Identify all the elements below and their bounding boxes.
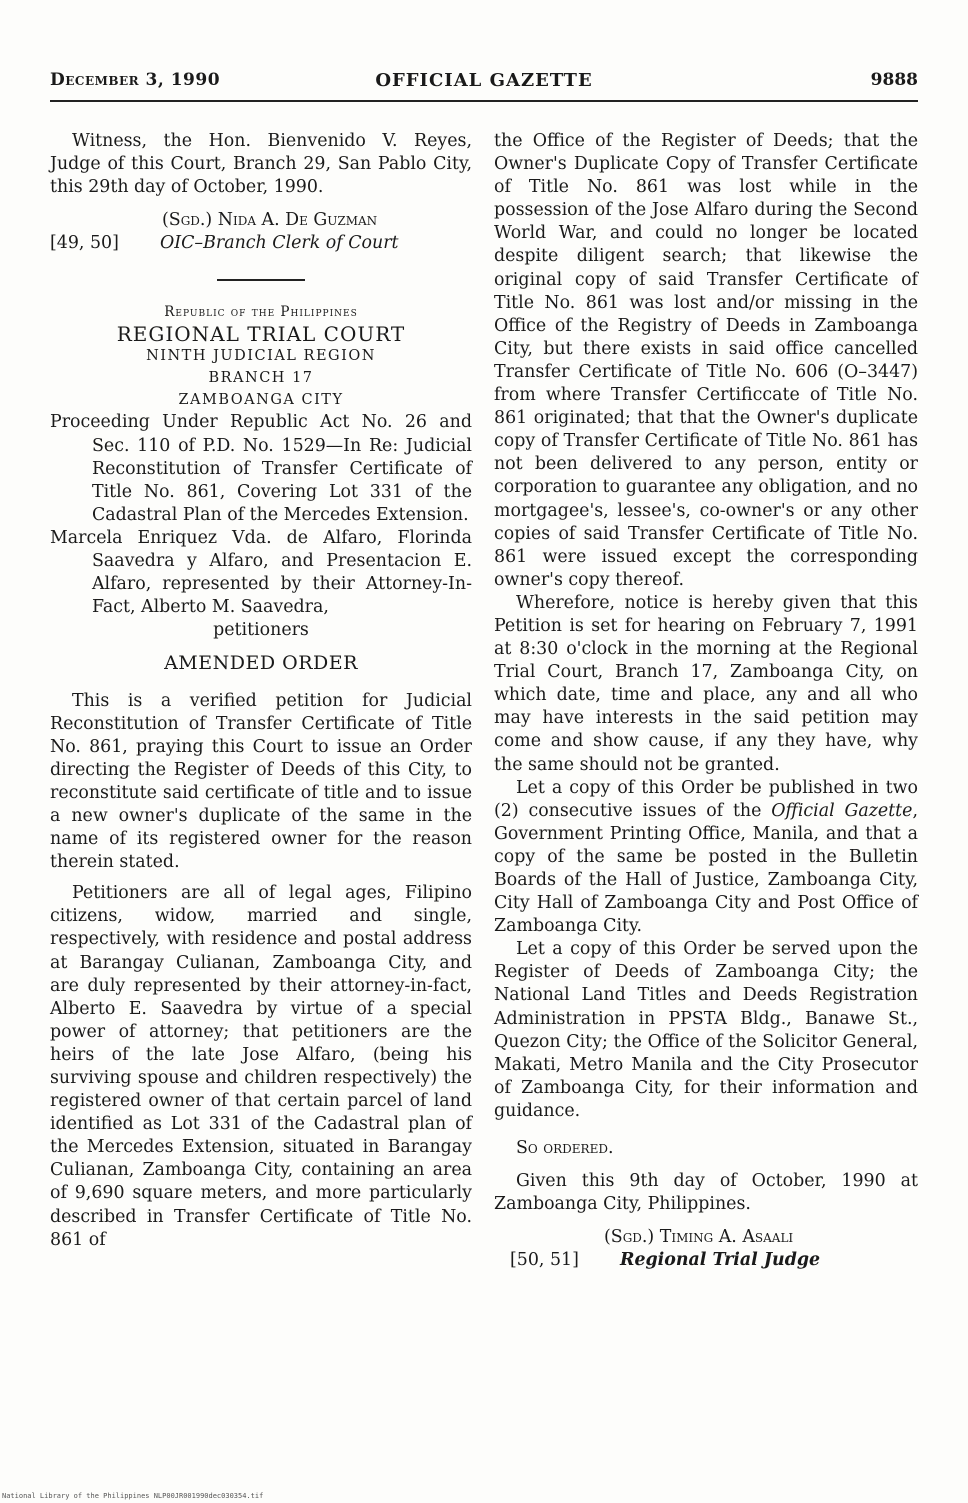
scan-footer: National Library of the Philippines NLP00JR001990dec030354.tif bbox=[2, 1492, 264, 1500]
republic-line: Republic of the Philippines bbox=[164, 304, 358, 321]
clerk-name: (Sgd.) Nida A. De Guzman bbox=[162, 210, 378, 231]
gazette-name: Official Gazette bbox=[771, 800, 913, 821]
judge-reference: [50, 51] bbox=[510, 1250, 579, 1271]
publication-paragraph bbox=[494, 777, 918, 939]
court-caption bbox=[50, 301, 472, 411]
city-line: ZAMBOANGA CITY bbox=[178, 392, 344, 409]
right-column bbox=[494, 130, 918, 1273]
notice-paragraph: Wherefore, notice is hereby given that this Petition is set for hearing on February 7, 1991 at 8:30 o'clock in the morning at the Regional Trial Court, Branch 17, Zamboanga City, on which date, time and place, any and all who may have interests in the said petition may come and show cause, if any they have, why the same should not be granted. bbox=[494, 592, 918, 775]
issue-date: December 3, 1990 bbox=[50, 70, 221, 90]
court-name: REGIONAL TRIAL COURT bbox=[116, 322, 406, 347]
judge-signature bbox=[494, 1226, 918, 1272]
publication-text-a: Let a copy of this Order be published in two (2) consecutive issues of the bbox=[494, 777, 918, 821]
order-paragraph-3: the Office of the Register of Deeds; that the Owner's Duplicate Copy of Transfer Certificate of Title No. 861 was lost while in the possession of the Jose Alfaro during the Second World War, and could no longer be located despite diligent search; that likewise the original copy of said Transfer Certificate of Title No. 861 was lost and/or missing in the Office of the Registry of Deeds in Zamboanga City, but there exists in said office cancelled Transfer Certificate of Title No. 606 (O–3447) from where Transfer Certificcate of Title No. 861 originated; that that the Owner's duplicate copy of Transfer Certificate of Title No. 861 has not been delivered to any person, entity or corporation to guarantee any obligation, and no mortgagee's, lessee's, co-owner's or any other copies of said Transfer Certificate of Title No. 861 were issued except the corresponding owner's copy thereof. bbox=[494, 131, 918, 590]
judicial-region: NINTH JUDICIAL REGION bbox=[146, 348, 376, 365]
section-divider bbox=[217, 279, 305, 281]
clerk-role: OIC–Branch Clerk of Court bbox=[160, 233, 399, 254]
page-header bbox=[50, 70, 918, 100]
service-paragraph: Let a copy of this Order be served upon the Register of Deeds of Zamboanga City; the National Land Titles and Deeds Registration Administration in PPSTA Bldg., Banawe St., Quezon City; the Office of the Solicitor General, Makati, Metro Manila and the City Prosecutor of Zamboanga City, for their information and guidance. bbox=[494, 939, 918, 1121]
judge-role: Regional Trial Judge bbox=[620, 1250, 821, 1271]
so-ordered: So ordered. bbox=[516, 1138, 614, 1159]
clerk-reference: [49, 50] bbox=[50, 233, 119, 254]
header-rule bbox=[50, 100, 918, 102]
clerk-signature bbox=[50, 209, 472, 255]
left-column bbox=[50, 130, 472, 1252]
publication-text-b: , Government Printing Office, Manila, and that a copy of the same be posted in the Bulletin Boards of the Hall of Justice, Zamboanga City, City Hall of Zamboanga City and Post Office of Zamboanga City. bbox=[494, 800, 918, 937]
publication-title: OFFICIAL GAZETTE bbox=[375, 70, 593, 91]
order-heading: AMENDED ORDER bbox=[164, 652, 358, 675]
parties-caption: Marcela Enriquez Vda. de Alfaro, Florinda Saavedra y Alfaro, and Presentacion E. Alfaro, represented by their Attorney-In-Fact, Alberto M. Saavedra, bbox=[50, 527, 472, 618]
order-paragraph-2: Petitioners are all of legal ages, Filipino citizens, widow, married and single, respectively, with residence and postal address at Barangay Culianan, Zamboanga City, and are duly represented by their attorney-in-fact, Alberto E. Saavedra by virtue of a special power of attorney; that petitioners are the heirs of the late Jose Alfaro, (being his surviving spouse and children respectively) the registered owner of that certain parcel of land identified as Lot 331 of the Cadastral plan of the Mercedes Extension, situated in Barangay Culianan, Zamboanga City, containing an area of 9,690 square meters, and more particularly described in Transfer Certificate of Title No. 861 of bbox=[50, 883, 472, 1250]
branch-line: BRANCH 17 bbox=[208, 370, 314, 387]
judge-name: (Sgd.) Timing A. Asaali bbox=[604, 1227, 794, 1248]
petitioners-label: petitioners bbox=[213, 620, 309, 641]
page-number: 9888 bbox=[870, 70, 918, 90]
given-paragraph: Given this 9th day of October, 1990 at Zamboanga City, Philippines. bbox=[494, 1171, 918, 1215]
proceeding-caption: Proceeding Under Republic Act No. 26 and Sec. 110 of P.D. No. 1529—In Re: Judicial Reconstitution of Transfer Certificate of Title No. 861, Covering Lot 331 of the Cadastral Plan of the Mercedes Extension. bbox=[50, 412, 472, 525]
order-paragraph-1: This is a verified petition for Judicial Reconstitution of Transfer Certificate of Title No. 861, praying this Court to issue an Order directing the Register of Deeds of this City, to reconstitute said certificate of title and to issue a new owner's duplicate of the same in the name of its registered owner for the reason therein stated. bbox=[50, 690, 472, 873]
witness-paragraph: Witness, the Hon. Bienvenido V. Reyes, Judge of this Court, Branch 29, San Pablo City, this 29th day of October, 1990. bbox=[50, 131, 472, 198]
